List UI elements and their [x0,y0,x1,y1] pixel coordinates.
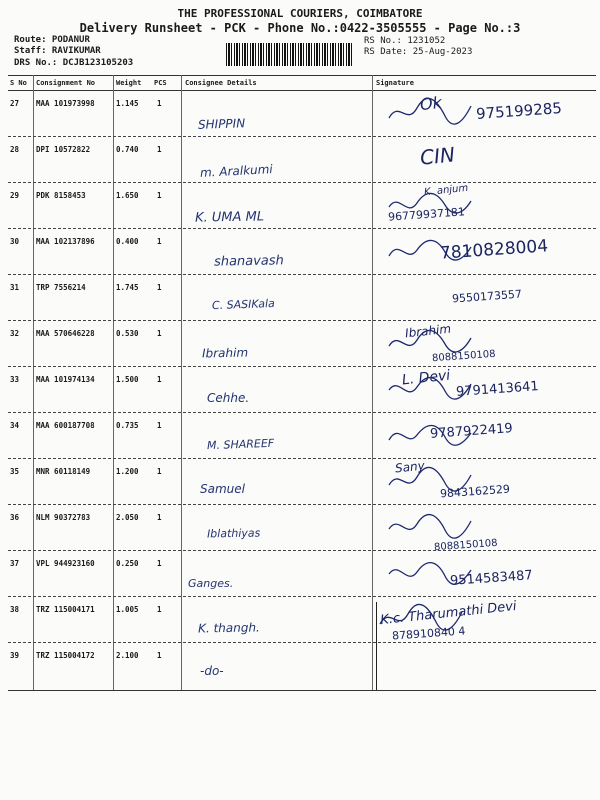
row-signature-text: CIN [418,142,456,170]
row-consignee-handwritten: Iblathiyas [206,526,261,541]
row-separator [8,458,596,459]
row-weight: 2.100 [116,651,139,660]
row-signature-text: K. anjum [423,182,469,199]
row-consignment-no: MNR 60118149 [36,467,91,476]
col-header-consignment: Consignment No [36,79,96,87]
row-consignee-handwritten: Samuel [200,482,245,496]
row-phone-handwritten: 9843162529 [439,482,511,501]
row-phone-handwritten: 9787922419 [429,421,514,442]
row-pcs: 1 [157,237,162,246]
header-bottom-border [8,90,596,91]
rs-date: RS Date: 25-Aug-2023 [364,47,473,57]
row-phone-handwritten: 9550173557 [451,287,523,306]
row-pcs: 1 [157,191,162,200]
row-consignee-handwritten: Ganges. [188,577,234,590]
signature-scribble [385,510,475,544]
row-consignment-no: TRZ 115004172 [36,651,95,660]
signature-scribble [385,96,475,130]
row-weight: 1.500 [116,375,139,384]
row-consignee-handwritten: Cehhe. [207,391,250,405]
row-consignee-handwritten: K. thangh. [197,620,260,636]
column-divider [181,75,182,690]
signature-scribble [385,418,475,452]
row-pcs: 1 [157,329,162,338]
row-consignee-handwritten: -do- [200,664,224,678]
row-pcs: 1 [157,513,162,522]
row-weight: 0.400 [116,237,139,246]
signature-scribble [385,556,475,590]
row-weight: 1.650 [116,191,139,200]
col-header-sno: S No [10,79,27,87]
row-signature-text: L. Devi [401,367,451,389]
row-separator [8,366,596,367]
row-separator [8,136,596,137]
row-signature-text: Sany [394,458,426,476]
row-weight: 0.735 [116,421,139,430]
row-sno: 37 [10,559,20,568]
row-separator [8,504,596,505]
row-consignee-handwritten: K. UMA ML [194,209,265,226]
row-phone-handwritten: 8088150108 [433,537,498,554]
row-separator [8,596,596,597]
row-separator [8,320,596,321]
col-header-consignee: Consignee Details [185,79,257,87]
row-consignee-handwritten: m. Aralkumi [199,162,274,180]
row-sno: 35 [10,467,20,476]
staff-label: Staff: RAVIKUMAR [14,46,101,56]
signature-scribble [385,326,475,360]
column-divider [113,75,114,690]
signature-scribble [385,188,475,222]
row-sno: 31 [10,283,20,292]
row-consignee-handwritten: C. SASIKala [211,296,275,313]
row-signature-text: Ibrahim [404,321,452,341]
row-consignment-no: MAA 101974134 [36,375,95,384]
drs-number: DRS No.: DCJB123105203 [14,58,134,68]
row-weight: 0.250 [116,559,139,568]
row-separator [8,412,596,413]
row-separator [8,274,596,275]
row-consignment-no: TRZ 115004171 [36,605,95,614]
row-weight: 1.145 [116,99,139,108]
row-consignment-no: MAA 101973998 [36,99,95,108]
row-sno: 38 [10,605,20,614]
column-divider [33,75,34,690]
row-sno: 33 [10,375,20,384]
row-consignment-no: MAA 570646228 [36,329,95,338]
row-consignment-no: TRP 7556214 [36,283,86,292]
row-pcs: 1 [157,467,162,476]
row-phone-handwritten: 8088150108 [431,348,496,365]
row-separator [8,550,596,551]
signature-box-edge [376,602,377,690]
row-pcs: 1 [157,99,162,108]
row-sno: 27 [10,99,20,108]
table-top-border [8,75,596,76]
row-sno: 36 [10,513,20,522]
row-pcs: 1 [157,375,162,384]
row-sno: 32 [10,329,20,338]
row-weight: 2.050 [116,513,139,522]
row-weight: 0.740 [116,145,139,154]
signature-scribble [385,234,475,268]
row-separator [8,182,596,183]
column-divider [372,75,373,690]
row-consignment-no: MAA 102137896 [36,237,95,246]
row-weight: 1.005 [116,605,139,614]
row-signature-text: Ok [419,92,443,115]
signature-scribble [376,602,466,636]
row-phone-handwritten: 975199285 [475,99,563,123]
row-pcs: 1 [157,559,162,568]
barcode [226,43,354,66]
row-consignee-handwritten: M. SHAREEF [206,436,275,453]
signature-scribble [385,464,475,498]
row-weight: 1.200 [116,467,139,476]
route-label: Route: PODANUR [14,35,90,45]
signature-scribble [385,372,475,406]
row-sno: 34 [10,421,20,430]
row-pcs: 1 [157,283,162,292]
row-consignment-no: MAA 600187708 [36,421,95,430]
row-consignment-no: DPI 10572822 [36,145,91,154]
row-consignee-handwritten: Ibrahim [201,345,249,361]
row-pcs: 1 [157,145,162,154]
row-weight: 1.745 [116,283,139,292]
row-separator [8,642,596,643]
row-sno: 39 [10,651,20,660]
table-bottom-border [8,690,596,691]
row-phone-handwritten: 7810828004 [439,236,549,264]
runsheet-subtitle: Delivery Runsheet - PCK - Phone No.:0422-3505555 - Page No.:3 [79,21,521,35]
company-title: THE PROFESSIONAL COURIERS, COIMBATORE [177,7,423,20]
row-pcs: 1 [157,605,162,614]
row-consignee-handwritten: SHIPPIN [197,116,246,132]
row-separator [8,228,596,229]
row-pcs: 1 [157,421,162,430]
row-phone-handwritten: 9791413641 [455,379,540,400]
row-consignment-no: VPL 944923160 [36,559,95,568]
row-consignment-no: PDK 8158453 [36,191,86,200]
row-sno: 29 [10,191,20,200]
row-phone-handwritten: 96779937181 [387,205,466,224]
row-signature-text: K.c. Tharumathi Devi [379,598,518,629]
row-phone-handwritten: 878910840 4 [391,624,466,643]
row-phone-handwritten: 9514583487 [449,568,534,589]
col-header-signature: Signature [376,79,414,87]
row-consignment-no: NLM 90372783 [36,513,91,522]
col-header-pcs: PCS [154,79,167,87]
row-consignee-handwritten: shanavash [213,253,284,270]
row-pcs: 1 [157,651,162,660]
col-header-weight: Weight [116,79,142,87]
row-sno: 30 [10,237,20,246]
row-sno: 28 [10,145,20,154]
row-weight: 0.530 [116,329,139,338]
rs-number: RS No.: 1231052 [364,36,446,46]
